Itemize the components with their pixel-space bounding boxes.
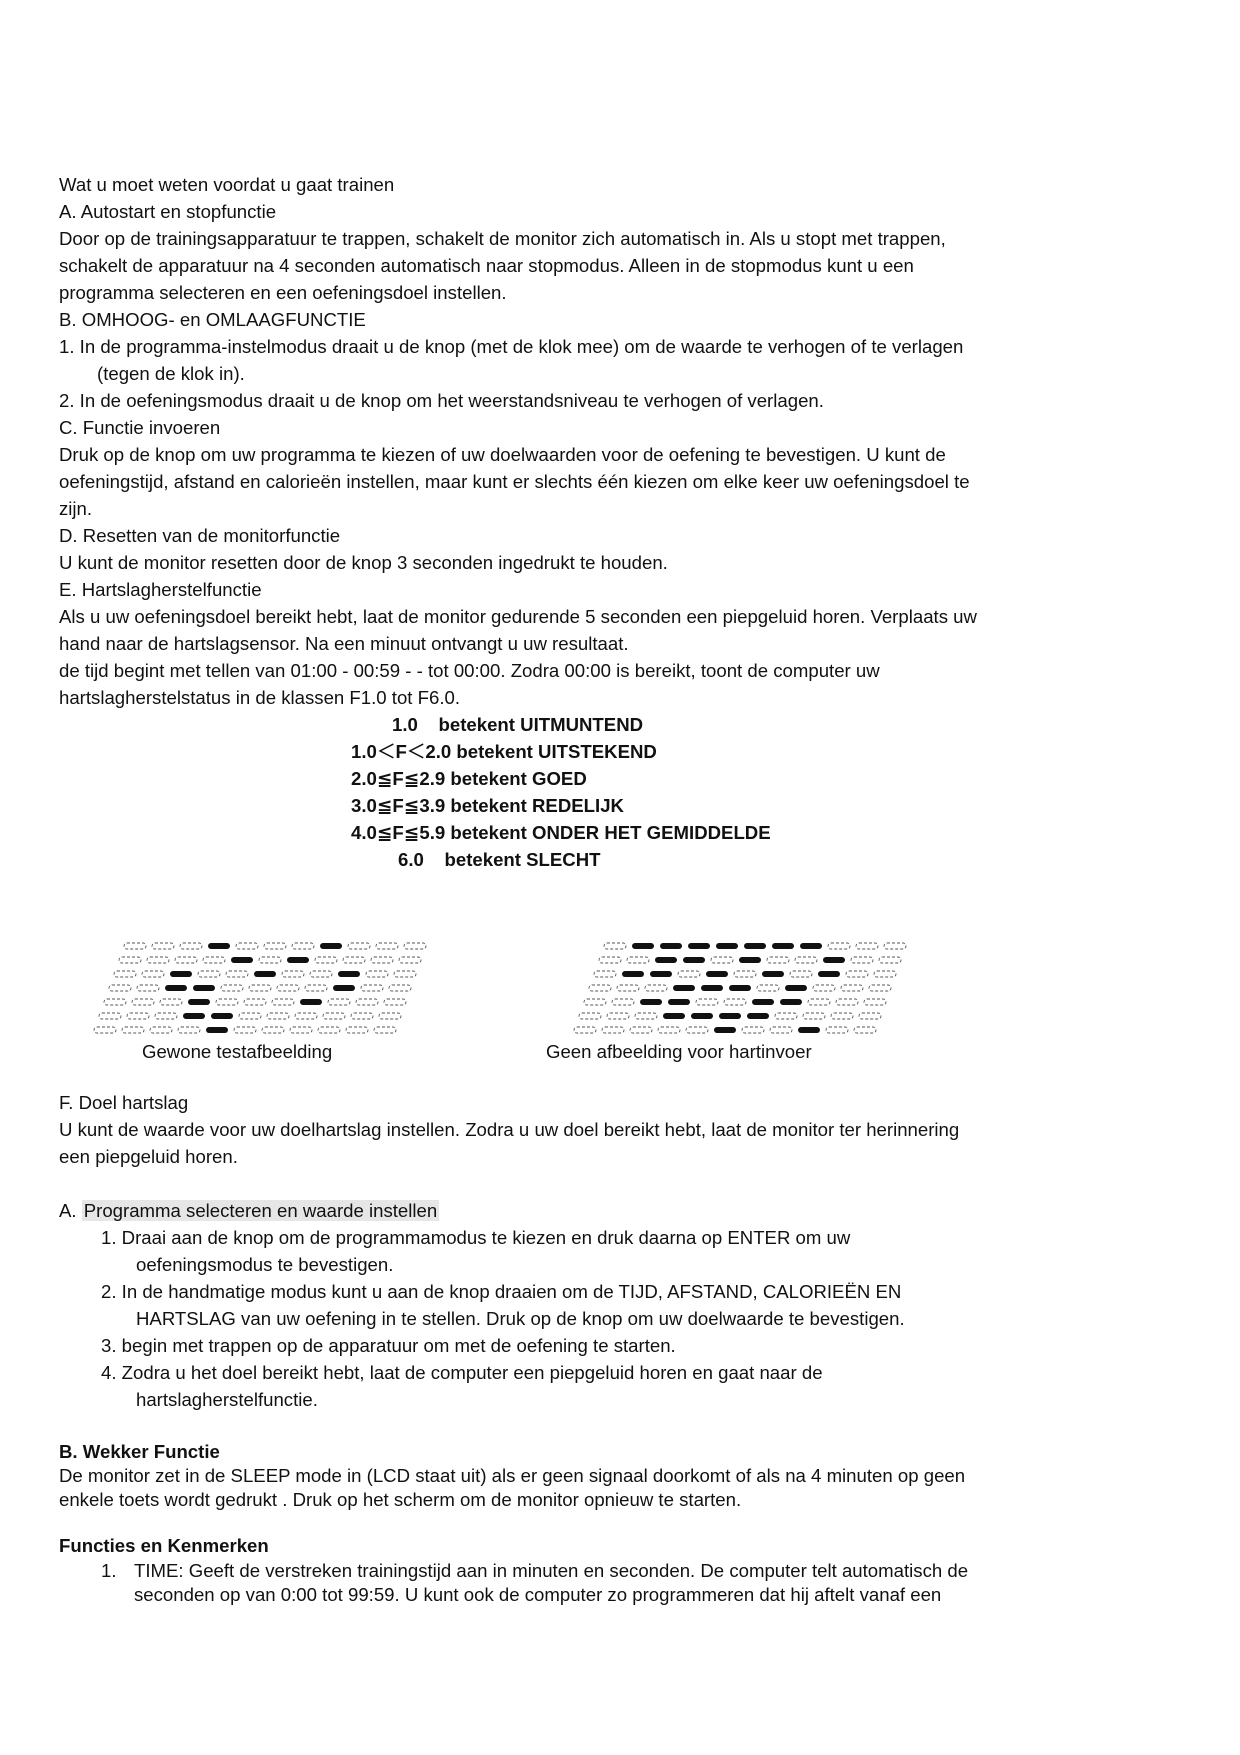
lcd-segment-off — [579, 1013, 601, 1019]
lcd-segment-off — [137, 985, 159, 991]
lcd-segment-on — [231, 957, 253, 963]
recovery-scale-row: 4.0≦F≦5.9 betekent ONDER HET GEMIDDELDE — [351, 822, 771, 843]
subheading-wake-function: B. Wekker Functie — [59, 1441, 220, 1462]
lcd-segment-off — [178, 1027, 200, 1033]
lcd-segment-off — [711, 957, 733, 963]
lcd-segment-off — [272, 999, 294, 1005]
lcd-segment-on — [701, 985, 723, 991]
recovery-scale-row: 1.0＜F＜2.0 betekent UITSTEKEND — [351, 741, 657, 762]
lcd-segment-off — [879, 957, 901, 963]
lcd-segment-off — [310, 971, 332, 977]
lcd-segment-on — [762, 971, 784, 977]
lcd-segment-off — [627, 957, 649, 963]
lcd-segment-off — [132, 999, 154, 1005]
paragraph-line: programma selecteren en een oefeningsdoel instellen. — [59, 282, 507, 303]
lcd-segment-off — [244, 999, 266, 1005]
lcd-segment-on — [650, 971, 672, 977]
lcd-segment-off — [371, 957, 393, 963]
lcd-segment-on — [254, 971, 276, 977]
lcd-segment-off — [841, 985, 863, 991]
lcd-segment-off — [854, 1027, 876, 1033]
lcd-segment-off — [379, 1013, 401, 1019]
lcd-segment-on — [663, 1013, 685, 1019]
lcd-segment-off — [323, 1013, 345, 1019]
subheading-program-selection — [59, 1197, 439, 1224]
lcd-segment-off — [808, 999, 830, 1005]
paragraph-line: De monitor zet in de SLEEP mode in (LCD staat uit) als er geen signaal doorkomt of als na 4 minuten op geen — [59, 1465, 966, 1486]
figure-caption-normal: Gewone testafbeelding — [142, 1041, 333, 1062]
lcd-segment-on — [183, 1013, 205, 1019]
lcd-segment-off — [795, 957, 817, 963]
lcd-segment-off — [859, 1013, 881, 1019]
lcd-segment-off — [366, 971, 388, 977]
lcd-segment-off — [617, 985, 639, 991]
paragraph-line: een piepgeluid horen. — [59, 1146, 238, 1167]
lcd-segment-off — [864, 999, 886, 1005]
lcd-segment-off — [856, 943, 878, 949]
lcd-segment-off — [127, 1013, 149, 1019]
lcd-segment-on — [739, 957, 761, 963]
paragraph-line: Druk op de knop om uw programma te kiezen of uw doelwaarden voor de oefening te bevestigen. U kunt de — [59, 444, 946, 465]
lcd-segment-on — [673, 985, 695, 991]
lcd-segment-off — [147, 957, 169, 963]
lcd-segment-on — [706, 971, 728, 977]
lcd-segment-off — [264, 943, 286, 949]
lcd-segment-off — [295, 1013, 317, 1019]
subheading-enter: C. Functie invoeren — [59, 417, 221, 438]
lcd-segment-off — [869, 985, 891, 991]
lcd-segment-off — [236, 943, 258, 949]
dot-matrix-figure-no-heart-input — [570, 935, 910, 1035]
lcd-segment-off — [267, 1013, 289, 1019]
lcd-segment-off — [645, 985, 667, 991]
lcd-segment-on — [300, 999, 322, 1005]
subheading-recovery: E. Hartslagherstelfunctie — [59, 579, 262, 600]
paragraph-line: schakelt de apparatuur na 4 seconden automatisch naar stopmodus. Alleen in de stopmodus kunt u een — [59, 255, 914, 276]
program-prefix: A. — [59, 1200, 82, 1221]
paragraph-line: zijn. — [59, 498, 93, 519]
lcd-segment-on — [632, 943, 654, 949]
lcd-segment-on — [170, 971, 192, 977]
lcd-segment-on — [193, 985, 215, 991]
lcd-segment-off — [318, 1027, 340, 1033]
lcd-segment-off — [607, 1013, 629, 1019]
lcd-segment-off — [282, 971, 304, 977]
lcd-segment-off — [249, 985, 271, 991]
lcd-segment-off — [292, 943, 314, 949]
lcd-segment-off — [376, 943, 398, 949]
lcd-segment-off — [94, 1027, 116, 1033]
recovery-scale-row: 6.0 betekent SLECHT — [398, 849, 601, 870]
lcd-segment-off — [160, 999, 182, 1005]
recovery-scale-row: 3.0≦F≦3.9 betekent REDELIJK — [351, 795, 624, 816]
lcd-segment-off — [399, 957, 421, 963]
lcd-segment-off — [384, 999, 406, 1005]
list-item-continuation: HARTSLAG van uw oefening in te stellen. Druk op de knop om uw doelwaarde te bevestigen. — [136, 1308, 905, 1329]
lcd-segment-off — [155, 1013, 177, 1019]
lcd-segment-off — [99, 1013, 121, 1019]
lcd-segment-off — [104, 999, 126, 1005]
lcd-segment-on — [320, 943, 342, 949]
lcd-segment-off — [262, 1027, 284, 1033]
lcd-segment-off — [259, 957, 281, 963]
lcd-segment-off — [234, 1027, 256, 1033]
lcd-segment-off — [356, 999, 378, 1005]
lcd-segment-off — [348, 943, 370, 949]
lcd-segment-on — [800, 943, 822, 949]
lcd-segment-off — [109, 985, 131, 991]
lcd-segment-off — [770, 1027, 792, 1033]
lcd-segment-off — [152, 943, 174, 949]
lcd-segment-off — [612, 999, 634, 1005]
paragraph-line: hartslagherstelstatus in de klassen F1.0 tot F6.0. — [59, 687, 461, 708]
lcd-segment-off — [404, 943, 426, 949]
lcd-segment-on — [338, 971, 360, 977]
lcd-segment-on — [208, 943, 230, 949]
lcd-segment-off — [122, 1027, 144, 1033]
lcd-segment-off — [315, 957, 337, 963]
lcd-segment-off — [198, 971, 220, 977]
lcd-segment-off — [757, 985, 779, 991]
subheading-reset: D. Resetten van de monitorfunctie — [59, 525, 341, 546]
recovery-scale-row: 2.0≦F≦2.9 betekent GOED — [351, 768, 587, 789]
lcd-segment-on — [714, 1027, 736, 1033]
lcd-segment-on — [668, 999, 690, 1005]
lcd-segment-off — [599, 957, 621, 963]
lcd-segment-off — [734, 971, 756, 977]
lcd-segment-off — [589, 985, 611, 991]
lcd-segment-on — [785, 985, 807, 991]
subheading-target-heart-rate: F. Doel hartslag — [59, 1092, 189, 1113]
lcd-segment-off — [216, 999, 238, 1005]
lcd-segment-on — [206, 1027, 228, 1033]
list-item-number: 1. — [101, 1560, 117, 1581]
paragraph-line: Door op de trainingsapparatuur te trappen, schakelt de monitor zich automatisch in. Als u stopt met trappen, — [59, 228, 946, 249]
figure-caption-no-heart: Geen afbeelding voor hartinvoer — [546, 1041, 812, 1062]
lcd-segment-off — [602, 1027, 624, 1033]
lcd-segment-off — [574, 1027, 596, 1033]
lcd-segment-off — [828, 943, 850, 949]
lcd-segment-on — [622, 971, 644, 977]
lcd-segment-on — [823, 957, 845, 963]
lcd-segment-on — [165, 985, 187, 991]
lcd-segment-on — [660, 943, 682, 949]
paragraph-line: oefeningstijd, afstand en calorieën instellen, maar kunt er slechts één kiezen om elke keer uw oefeningsdoel te — [59, 471, 970, 492]
lcd-segment-off — [290, 1027, 312, 1033]
lcd-segment-off — [221, 985, 243, 991]
lcd-segment-off — [851, 957, 873, 963]
lcd-segment-off — [351, 1013, 373, 1019]
lcd-segment-off — [277, 985, 299, 991]
section-heading: Wat u moet weten voordat u gaat trainen — [59, 174, 395, 195]
lcd-segment-off — [305, 985, 327, 991]
lcd-segment-on — [818, 971, 840, 977]
subheading-up-down: B. OMHOOG- en OMLAAGFUNCTIE — [59, 309, 366, 330]
paragraph-line: hand naar de hartslagsensor. Na een minuut ontvangt u uw resultaat. — [59, 633, 629, 654]
list-item: 4. Zodra u het doel bereikt hebt, laat de computer een piepgeluid horen en gaat naar de — [101, 1362, 823, 1383]
list-item: 1. Draai aan de knop om de programmamodus te kiezen en druk daarna op ENTER om uw — [101, 1227, 851, 1248]
lcd-segment-off — [394, 971, 416, 977]
lcd-segment-off — [203, 957, 225, 963]
list-item: 1. In de programma-instelmodus draait u de knop (met de klok mee) om de waarde te verhogen of te verlagen — [59, 336, 964, 357]
paragraph-line: Als u uw oefeningsdoel bereikt hebt, laat de monitor gedurende 5 seconden een piepgeluid horen. Verplaats uw — [59, 606, 977, 627]
list-item-continuation: seconden op van 0:00 tot 99:59. U kunt ook de computer zo programmeren dat hij aftelt vanaf een — [134, 1584, 942, 1605]
lcd-segment-off — [119, 957, 141, 963]
lcd-segment-off — [604, 943, 626, 949]
paragraph-line: U kunt de waarde voor uw doelhartslag instellen. Zodra u uw doel bereikt hebt, laat de monitor ter herinnering — [59, 1119, 960, 1140]
list-item-continuation: hartslagherstelfunctie. — [136, 1389, 318, 1410]
lcd-segment-off — [742, 1027, 764, 1033]
paragraph-line: enkele toets wordt gedrukt . Druk op het scherm om de monitor opnieuw te starten. — [59, 1489, 742, 1510]
lcd-segment-off — [343, 957, 365, 963]
lcd-segment-off — [630, 1027, 652, 1033]
lcd-segment-off — [374, 1027, 396, 1033]
lcd-segment-off — [361, 985, 383, 991]
lcd-segment-on — [691, 1013, 713, 1019]
recovery-scale-row: 1.0 betekent UITMUNTEND — [392, 714, 644, 735]
lcd-segment-on — [655, 957, 677, 963]
paragraph-line: de tijd begint met tellen van 01:00 - 00:59 - - tot 00:00. Zodra 00:00 is bereikt, toont de computer uw — [59, 660, 880, 681]
lcd-segment-off — [328, 999, 350, 1005]
lcd-segment-off — [813, 985, 835, 991]
lcd-segment-off — [790, 971, 812, 977]
dot-matrix-figure-normal — [90, 935, 430, 1035]
lcd-segment-on — [752, 999, 774, 1005]
list-item: 3. begin met trappen op de apparatuur om met de oefening te starten. — [101, 1335, 676, 1356]
lcd-segment-on — [188, 999, 210, 1005]
lcd-segment-off — [226, 971, 248, 977]
lcd-segment-off — [874, 971, 896, 977]
lcd-segment-on — [719, 1013, 741, 1019]
list-item-continuation: (tegen de klok in). — [97, 363, 245, 384]
lcd-segment-off — [180, 943, 202, 949]
lcd-segment-off — [836, 999, 858, 1005]
program-title-highlight: Programma selecteren en waarde instellen — [83, 1200, 438, 1221]
lcd-segment-off — [724, 999, 746, 1005]
lcd-segment-on — [688, 943, 710, 949]
lcd-segment-on — [287, 957, 309, 963]
paragraph-line: U kunt de monitor resetten door de knop 3 seconden ingedrukt te houden. — [59, 552, 668, 573]
list-item: TIME: Geeft de verstreken trainingstijd aan in minuten en seconden. De computer telt automatisch de — [134, 1560, 969, 1581]
lcd-segment-on — [716, 943, 738, 949]
lcd-segment-off — [142, 971, 164, 977]
lcd-segment-off — [658, 1027, 680, 1033]
subheading-features: Functies en Kenmerken — [59, 1535, 269, 1556]
lcd-segment-off — [846, 971, 868, 977]
lcd-segment-off — [678, 971, 700, 977]
lcd-segment-off — [150, 1027, 172, 1033]
lcd-segment-on — [333, 985, 355, 991]
lcd-segment-off — [175, 957, 197, 963]
lcd-segment-off — [884, 943, 906, 949]
lcd-segment-on — [729, 985, 751, 991]
lcd-segment-off — [389, 985, 411, 991]
lcd-segment-off — [584, 999, 606, 1005]
lcd-segment-off — [114, 971, 136, 977]
lcd-segment-off — [775, 1013, 797, 1019]
lcd-segment-on — [780, 999, 802, 1005]
lcd-segment-off — [635, 1013, 657, 1019]
lcd-segment-on — [772, 943, 794, 949]
lcd-segment-off — [826, 1027, 848, 1033]
lcd-segment-off — [239, 1013, 261, 1019]
lcd-segment-on — [211, 1013, 233, 1019]
list-item: 2. In de handmatige modus kunt u aan de knop draaien om de TIJD, AFSTAND, CALORIEËN EN — [101, 1281, 902, 1302]
lcd-segment-off — [124, 943, 146, 949]
list-item: 2. In de oefeningsmodus draait u de knop om het weerstandsniveau te verhogen of verlagen. — [59, 390, 824, 411]
lcd-segment-off — [594, 971, 616, 977]
lcd-segment-off — [346, 1027, 368, 1033]
lcd-segment-on — [798, 1027, 820, 1033]
lcd-segment-on — [640, 999, 662, 1005]
list-item-continuation: oefeningsmodus te bevestigen. — [136, 1254, 394, 1275]
lcd-segment-on — [683, 957, 705, 963]
lcd-segment-on — [747, 1013, 769, 1019]
subheading-autostart: A. Autostart en stopfunctie — [59, 201, 277, 222]
lcd-segment-off — [803, 1013, 825, 1019]
lcd-segment-off — [767, 957, 789, 963]
lcd-segment-off — [696, 999, 718, 1005]
lcd-segment-off — [686, 1027, 708, 1033]
lcd-segment-on — [744, 943, 766, 949]
lcd-segment-off — [831, 1013, 853, 1019]
